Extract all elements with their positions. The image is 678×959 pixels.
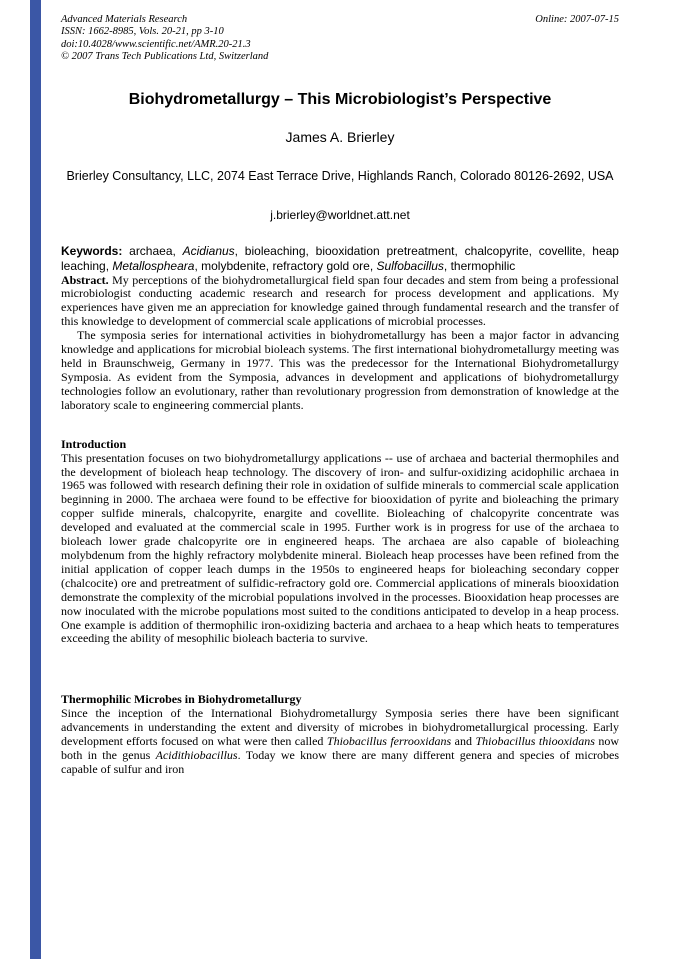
thermophilic-microbes-paragraph: Since the inception of the International Biohydrometallurgy Symposia series there have been significant advancements in understanding the extent and diversity of microbes in biohydrometallurgical processing. Early development efforts focused on what were then called Thiobacillus ferrooxidans and Thiobacillus thiooxidans now both in the genus Acidithiobacillus. Today we know there are many different genera and species of microbes capable of sulfur and iron (61, 706, 620, 776)
author-affiliation: Brierley Consultancy, LLC, 2074 East Terrace Drive, Highlands Ranch, Colorado 80126-2692, USA (66, 168, 614, 183)
author-email: j.brierley@worldnet.att.net (270, 208, 410, 223)
issn-line: ISSN: 1662-8985, Vols. 20-21, pp 3-10 (61, 26, 224, 38)
paper-title: Biohydrometallurgy – This Microbiologist’s Perspective (128, 90, 552, 108)
page-content (61, 14, 619, 777)
online-date: Online: 2007-07-15 (535, 14, 619, 25)
doi-line: doi:10.4028/www.scientific.net/AMR.20-21.3 (61, 38, 251, 50)
journal-name: Advanced Materials Research (61, 14, 188, 25)
journal-header-left (61, 14, 268, 64)
copyright-line: © 2007 Trans Tech Publications Ltd, Switzerland (61, 51, 269, 63)
abstract-paragraph-2: The symposia series for international activities in biohydrometallurgy has been a major factor in advancing knowledge and applications for microbial bioleach systems. The first international biohydrometallurgy meeting was held in Braunschweig, Germany in 1977. This was the predecessor for the International Biohydrometallurgy Symposia. As evident from the Symposia, advances in development and applications of biohydrometallurgy technologies follow an evolutionary, rather than revolutionary progression from demonstration of knowledge at the laboratory scale to engineering commercial plants. (61, 328, 619, 412)
section-heading-introduction: Introduction (61, 436, 127, 451)
keywords-paragraph: Keywords: archaea, Acidianus, bioleaching, biooxidation pretreatment, chalcopyrite, covellite, heap leaching, Metallospheara, molybdenite, refractory gold ore, Sulfobacillus, thermophilic (61, 244, 619, 273)
section-heading-thermophilic-microbes: Thermophilic Microbes in Biohydrometallurgy (61, 692, 302, 707)
abstract-paragraph-1: Abstract. My perceptions of the biohydrometallurgical field span four decades and stem from being a professional microbiologist conducting academic research and research for process development and applications. My experiences have given me an appreciation for knowledge gained through fundamental research and the transfer of this knowledge to development of commercial scale applications of microbial processes. (61, 272, 620, 329)
journal-header (61, 14, 619, 64)
page-edge-bar (30, 0, 41, 959)
author-name: James A. Brierley (285, 128, 395, 145)
introduction-paragraph: This presentation focuses on two biohydrometallurgy applications -- use of archaea and bacterial thermophiles and the development of bioleach heap technology. The discovery of iron- and sulfur-oxidizing acidophilic archaea in 1965 was followed with research defining their role in oxidation of sulfide minerals to commercial scale application beginning in 2000. The archaea were found to be effective for biooxidation of pyrite and bioleaching the primary copper sulfide minerals, chalcopyrite, enargite and covellite. Bioleaching of chalcopyrite concentrate was developed and evaluated at the commercial scale in 1995. Further work is in progress for use of the archaea to bioleach lower grade chalcopyrite ore in engineered heaps. The archaea are also capable of bioleaching molybdenum from the highly refractory molybdenite mineral. Bioleach heap processes have been refined from the initial application of copper leach dumps in the 1950s to engineered heaps for bioleaching secondary copper (chalcocite) ore and pretreatment of sulfidic-refractory gold ore. Commercial applications of minerals biooxidation demonstrate the complexity of the microbial populations involved in the processes. Biooxidation heap processes are now inoculated with the microbe populations most suited to the conditions anticipated to develop in a heap process. One example is addition of thermophilic iron-oxidizing bacteria and archaea to a heap which heats to temperatures exceeding the ability of mesophilic bioleach bacteria to survive. (61, 450, 619, 646)
